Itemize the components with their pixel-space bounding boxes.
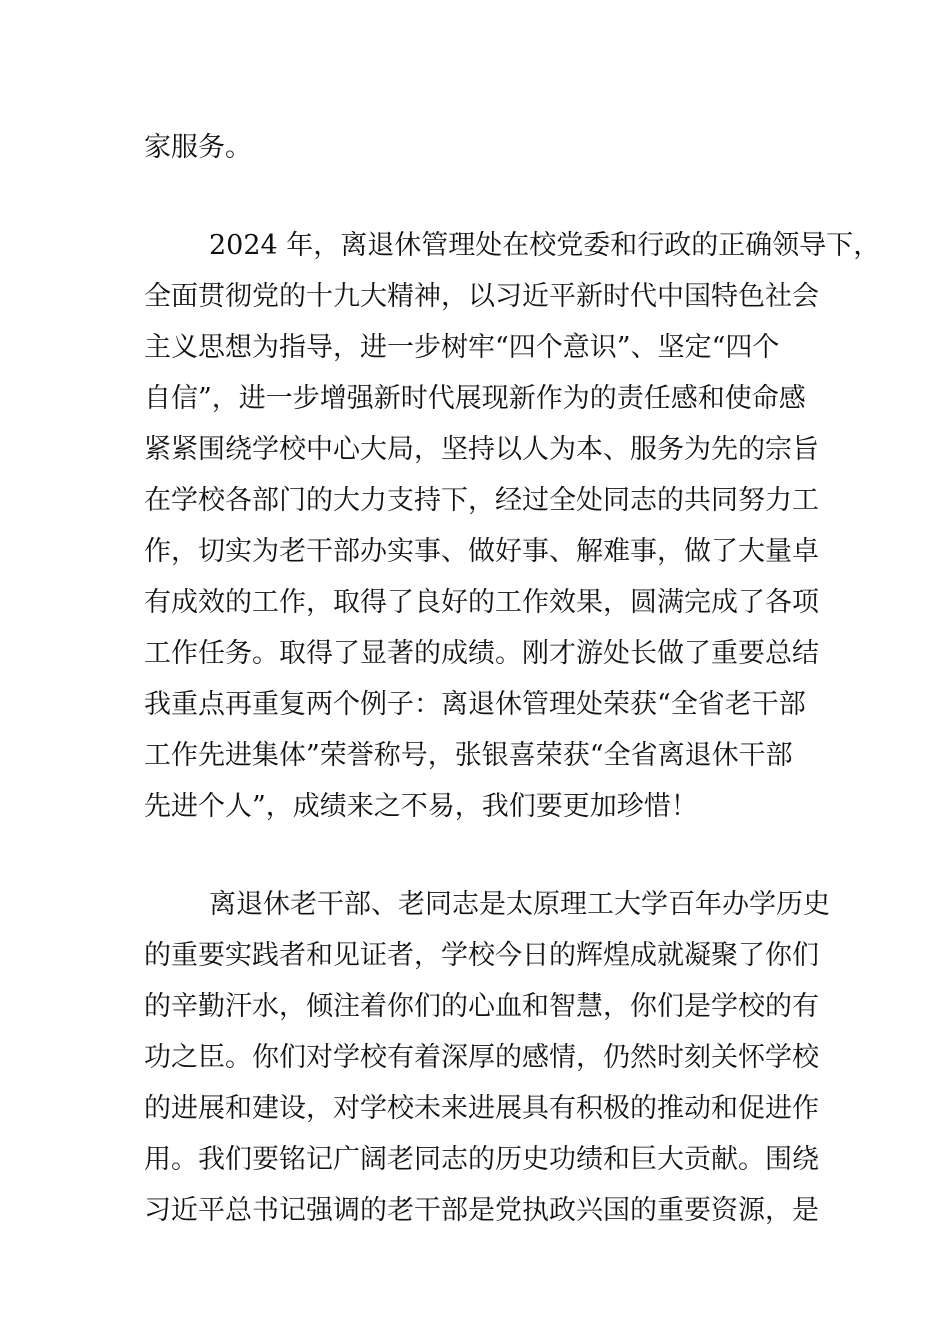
paragraph-first-line: 2024 年，离退休管理处在校党委和行政的正确领导下， <box>209 230 881 261</box>
text-line: 用。我们要铭记广阔老同志的历史功绩和巨大贡献。围绕 <box>144 1144 819 1175</box>
text-line: 先进个人”，成绩来之不易，我们要更加珍惜！ <box>144 791 698 822</box>
text-line: 自信”，进一步增强新时代展现新作为的责任感和使命感 <box>144 383 806 414</box>
text-line: 紧紧围绕学校中心大局，坚持以人为本、服务为先的宗旨 <box>144 434 819 465</box>
text-line: 主义思想为指导，进一步树牢“四个意识”、坚定“四个 <box>144 332 780 363</box>
text-line: 我重点再重复两个例子：离退休管理处荣获“全省老干部 <box>144 689 806 720</box>
text-line: 的辛勤汗水，倾注着你们的心血和智慧，你们是学校的有 <box>144 991 819 1022</box>
paragraph-first-line: 离退休老干部、老同志是太原理工大学百年办学历史 <box>209 889 830 920</box>
text-line: 在学校各部门的大力支持下，经过全处同志的共同努力工 <box>144 485 819 516</box>
text-line: 的进展和建设，对学校未来进展具有积极的推动和促进作 <box>144 1093 819 1124</box>
text-line: 习近平总书记强调的老干部是党执政兴国的重要资源，是 <box>144 1195 819 1226</box>
text-line: 有成效的工作，取得了良好的工作效果，圆满完成了各项 <box>144 587 819 618</box>
text-line: 的重要实践者和见证者，学校今日的辉煌成就凝聚了你们 <box>144 940 819 971</box>
text-line: 工作先进集体”荣誉称号，张银喜荣获“全省离退休干部 <box>144 740 793 771</box>
text-line: 功之臣。你们对学校有着深厚的感情，仍然时刻关怀学校 <box>144 1042 819 1073</box>
text-line: 家服务。 <box>144 132 252 163</box>
text-line: 作，切实为老干部办实事、做好事、解难事，做了大量卓 <box>144 536 819 567</box>
text-line: 工作任务。取得了显著的成绩。刚才游处长做了重要总结 <box>144 638 819 669</box>
text-line: 全面贯彻党的十九大精神，以习近平新时代中国特色社会 <box>144 281 819 312</box>
